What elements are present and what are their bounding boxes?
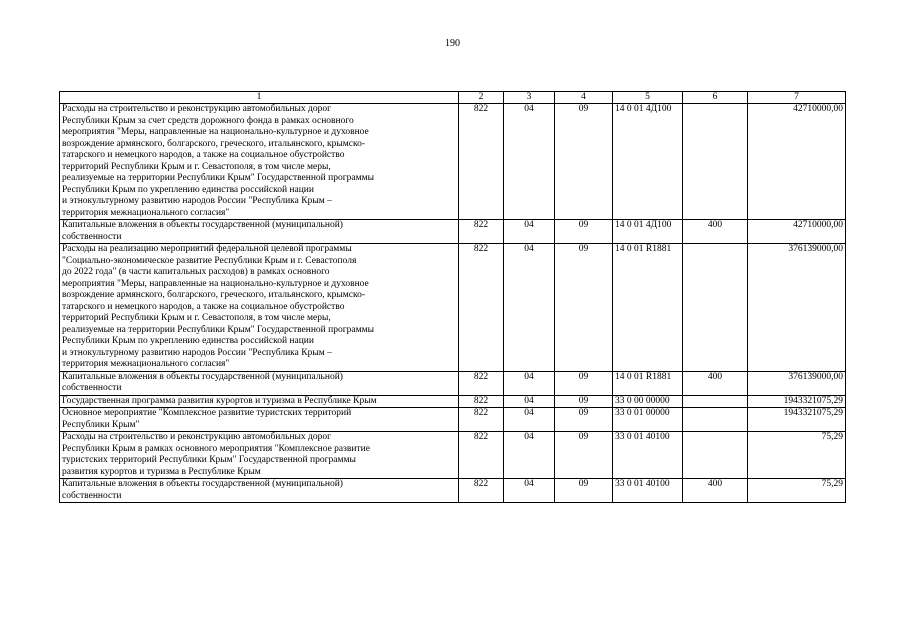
section-code: 04	[504, 104, 555, 220]
table-row	[60, 395, 846, 408]
amount: 1943321075,29	[748, 395, 846, 408]
target-article-code: 14 0 01 4Д100	[613, 220, 683, 244]
expense-name: Государственная программа развития курортов и туризма в Республике Крым	[60, 395, 459, 408]
expense-type-code	[683, 408, 748, 432]
target-article-code: 14 0 01 R1881	[613, 371, 683, 395]
subsection-code: 09	[555, 371, 613, 395]
grbs-code: 822	[459, 408, 504, 432]
grbs-code: 822	[459, 479, 504, 503]
section-code: 04	[504, 395, 555, 408]
header-col-3: 3	[504, 92, 555, 104]
subsection-code: 09	[555, 479, 613, 503]
header-col-4: 4	[555, 92, 613, 104]
amount: 1943321075,29	[748, 408, 846, 432]
header-col-7: 7	[748, 92, 846, 104]
amount: 42710000,00	[748, 104, 846, 220]
grbs-code: 822	[459, 395, 504, 408]
grbs-code: 822	[459, 244, 504, 372]
target-article-code: 33 0 00 00000	[613, 395, 683, 408]
table-row	[60, 244, 846, 372]
amount: 376139000,00	[748, 244, 846, 372]
expense-name: Расходы на реализацию мероприятий федеральной целевой программы "Социально-экономическое развитие Республики Крым и г. Севастополя до 2022 года" (в части капитальных расходов) в рамках основного мероприятия "Меры, направленные на национально-культурное и духовное возрождение армянского, болгарского, греческого, итальянского, крымско- татарского и немецкого народов, а также на социальное обустройство территорий Республики Крым и г. Севастополя, в том числе меры, реализуемые на территории Республики Крым" Государственной программы Республики Крым по укреплению единства российской нации и этнокультурному развитию народов России "Республика Крым – территория межнационального согласия"	[60, 244, 459, 372]
amount: 376139000,00	[748, 371, 846, 395]
grbs-code: 822	[459, 220, 504, 244]
budget-table	[59, 91, 846, 503]
expense-type-code	[683, 244, 748, 372]
expense-name: Расходы на строительство и реконструкцию автомобильных дорог Республики Крым за счет средств дорожного фонда в рамках основного мероприятия "Меры, направленные на национально-культурное и духовное возрождение армянского, болгарского, греческого, итальянского, крымско- татарского и немецкого народов, а также на социальное обустройство территорий Республики Крым и г. Севастополя, в том числе меры, реализуемые на территории Республики Крым" Государственной программы Республики Крым по укреплению единства российской нации и этнокультурному развитию народов России "Республика Крым – территория межнационального согласия"	[60, 104, 459, 220]
target-article-code: 33 0 01 00000	[613, 408, 683, 432]
grbs-code: 822	[459, 371, 504, 395]
subsection-code: 09	[555, 244, 613, 372]
amount: 42710000,00	[748, 220, 846, 244]
header-col-2: 2	[459, 92, 504, 104]
expense-type-code: 400	[683, 371, 748, 395]
table-row	[60, 408, 846, 432]
expense-name: Капитальные вложения в объекты государственной (муниципальной) собственности	[60, 371, 459, 395]
target-article-code: 14 0 01 R1881	[613, 244, 683, 372]
section-code: 04	[504, 371, 555, 395]
target-article-code: 33 0 01 40100	[613, 479, 683, 503]
header-col-6: 6	[683, 92, 748, 104]
expense-type-code: 400	[683, 220, 748, 244]
table-row	[60, 104, 846, 220]
expense-name: Капитальные вложения в объекты государственной (муниципальной) собственности	[60, 220, 459, 244]
table-row	[60, 432, 846, 479]
expense-name: Расходы на строительство и реконструкцию автомобильных дорог Республики Крым в рамках основного мероприятия "Комплексное развитие туристских территорий Республики Крым" Государственной программы развития курортов и туризма в Республике Крым	[60, 432, 459, 479]
amount: 75,29	[748, 479, 846, 503]
header-row	[60, 92, 846, 104]
expense-type-code	[683, 395, 748, 408]
subsection-code: 09	[555, 432, 613, 479]
page-number: 190	[445, 38, 460, 49]
table-row	[60, 479, 846, 503]
subsection-code: 09	[555, 220, 613, 244]
table-row	[60, 371, 846, 395]
header-col-5: 5	[613, 92, 683, 104]
target-article-code: 14 0 01 4Д100	[613, 104, 683, 220]
expense-name: Основное мероприятие "Комплексное развитие туристских территорий Республики Крым"	[60, 408, 459, 432]
expense-type-code: 400	[683, 479, 748, 503]
section-code: 04	[504, 479, 555, 503]
subsection-code: 09	[555, 395, 613, 408]
section-code: 04	[504, 244, 555, 372]
grbs-code: 822	[459, 104, 504, 220]
expense-name: Капитальные вложения в объекты государственной (муниципальной) собственности	[60, 479, 459, 503]
section-code: 04	[504, 432, 555, 479]
header-col-1: 1	[60, 92, 459, 104]
table-row	[60, 220, 846, 244]
section-code: 04	[504, 220, 555, 244]
expense-type-code	[683, 432, 748, 479]
subsection-code: 09	[555, 104, 613, 220]
target-article-code: 33 0 01 40100	[613, 432, 683, 479]
section-code: 04	[504, 408, 555, 432]
amount: 75,29	[748, 432, 846, 479]
subsection-code: 09	[555, 408, 613, 432]
expense-type-code	[683, 104, 748, 220]
grbs-code: 822	[459, 432, 504, 479]
